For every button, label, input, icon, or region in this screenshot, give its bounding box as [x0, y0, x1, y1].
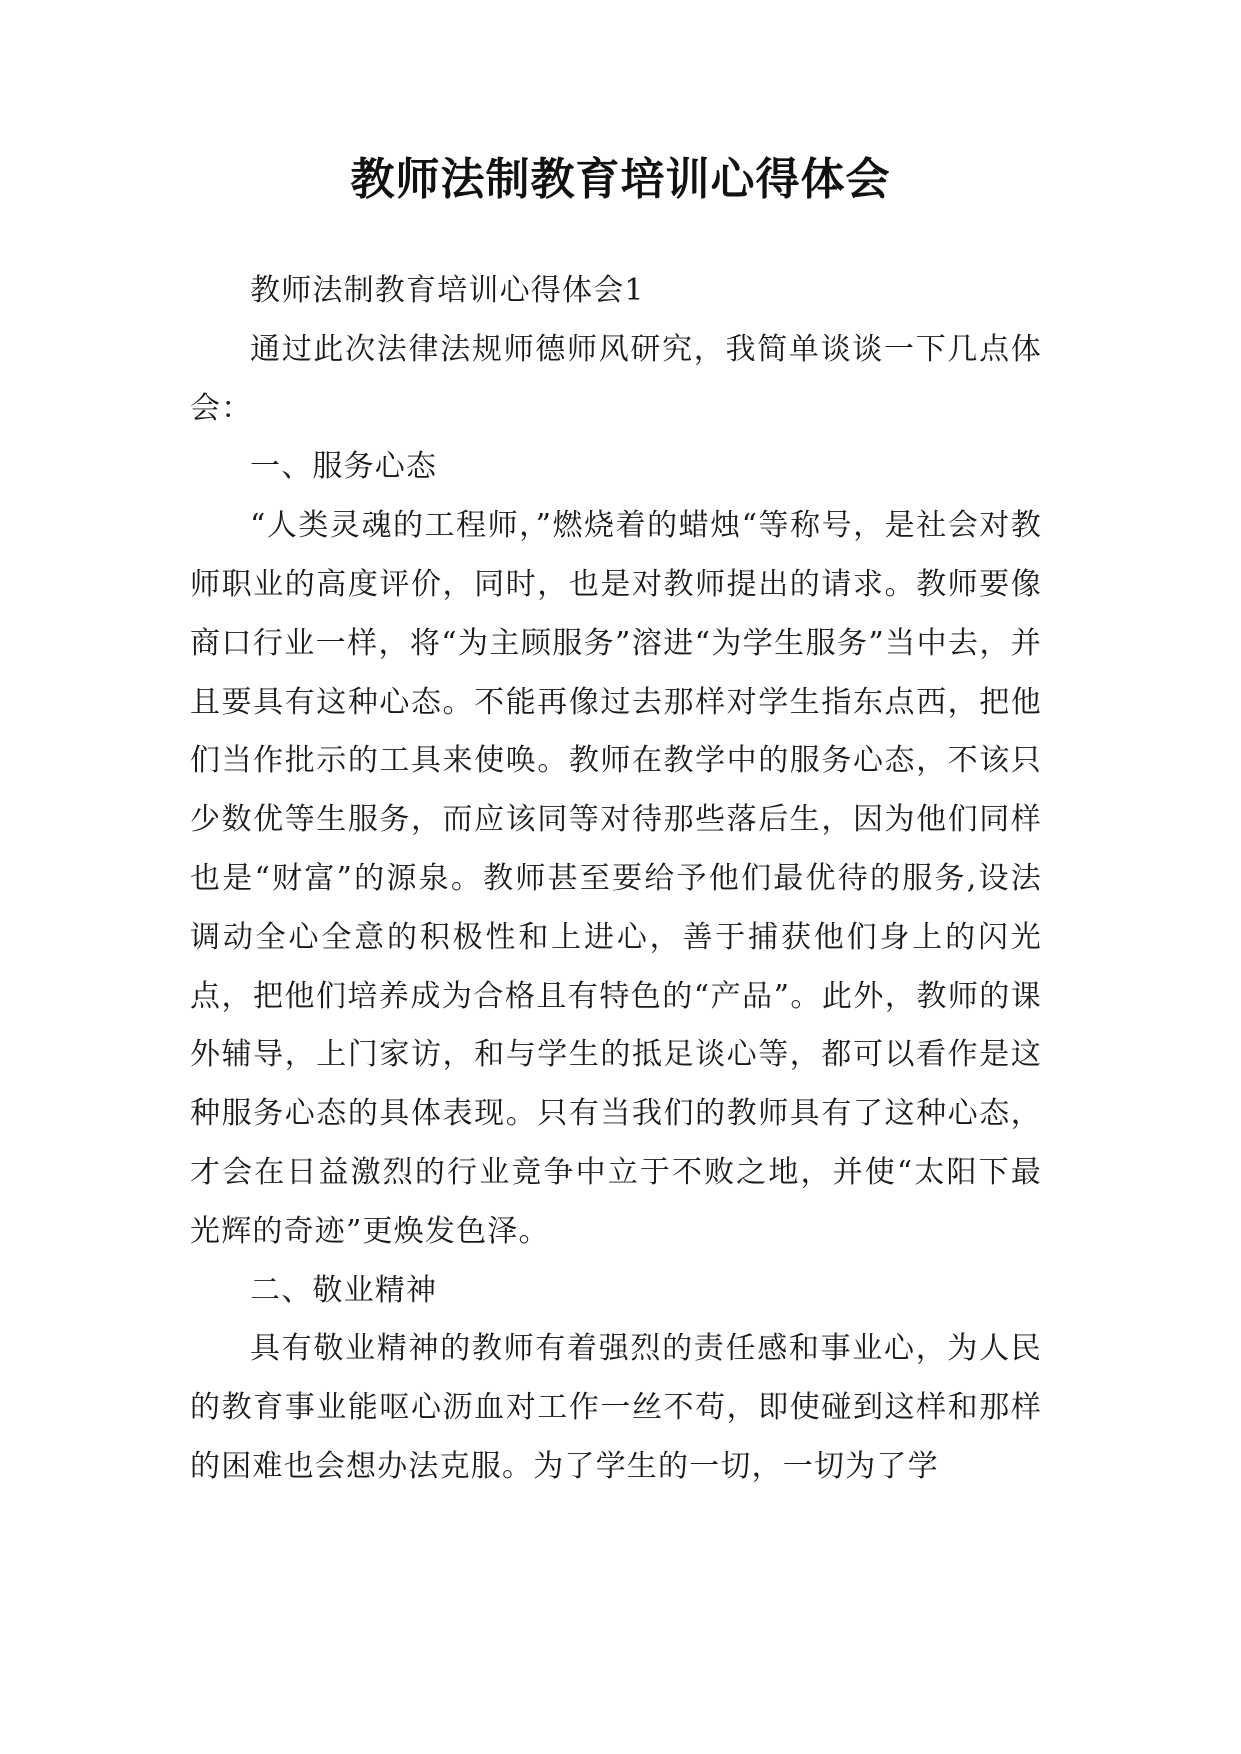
paragraph-service: “人类灵魂的工程师，”燃烧着的蜡烛“等称号，是社会对教师职业的高度评价，同时，也是对教师提出的请求。教师要像商口行业一样，将“为主顾服务”溶进“为学生服务”当中去，并且要具有这种心态。不能再像过去那样对学生指东点西，把他们当作批示的工具来使唤。教师在教学中的服务心态，不该只少数优等生服务，而应该同等对待那些落后生，因为他们同样也是“财富”的源泉。教师甚至要给予他们最优待的服务,设法调动全心全意的积极性和上进心，善于捕获他们身上的闪光点，把他们培养成为合格且有特色的“产品”。此外，教师的课外辅导，上门家访，和与学生的抵足谈心等，都可以看作是这种服务心态的具体表现。只有当我们的教师具有了这种心态，才会在日益激烈的行业竟争中立于不败之地，并使“太阳下最光辉的奇迹”更焕发色泽。: [190, 508, 1042, 1249]
paragraph-subtitle: 教师法制教育培训心得体会1: [250, 273, 645, 308]
document-body: [190, 262, 1042, 1497]
section-heading-dedication: 二、敬业精神: [250, 1272, 438, 1308]
paragraph-dedication: 具有敬业精神的教师有着强烈的责任感和事业心，为人民的教育事业能呕心沥血对工作一丝不苟，即使碰到这样和那样的困难也会想办法克服。为了学生的一切，一切为了学: [190, 1331, 1042, 1484]
document-title: 教师法制教育培训心得体会: [350, 154, 891, 205]
section-heading-service: 一、服务心态: [250, 449, 438, 485]
paragraph-intro: 通过此次法律法规师德师风研究，我简单谈谈一下几点体会：: [190, 331, 1042, 426]
